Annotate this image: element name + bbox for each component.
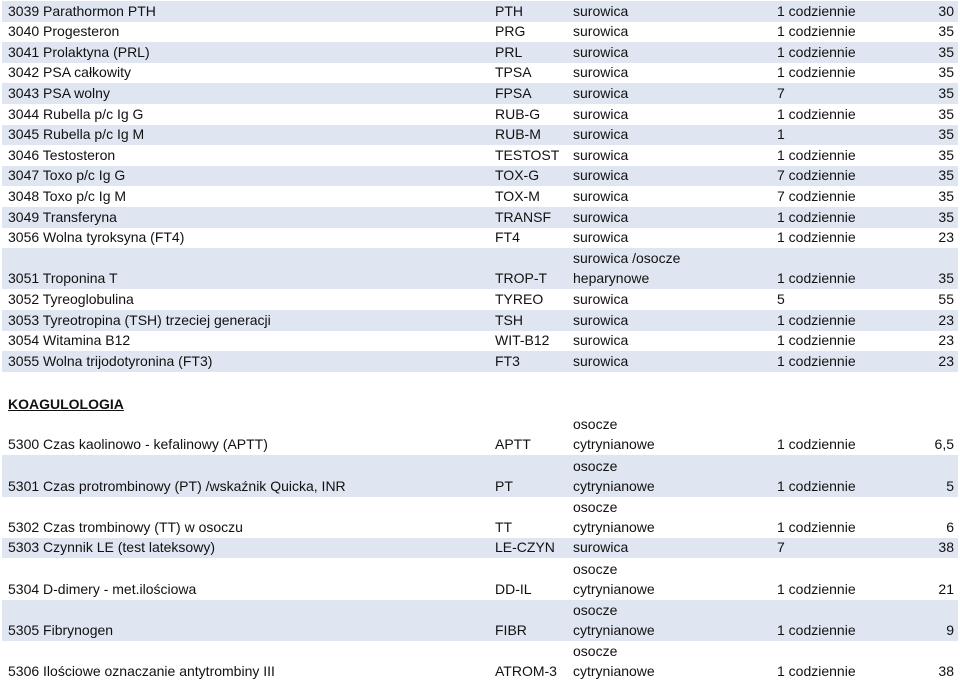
material-line: heparynowe [573, 270, 650, 287]
material-line: osocze [573, 498, 618, 515]
price-cell: 21 [938, 580, 954, 597]
material-cell [573, 188, 628, 204]
material-cell [573, 209, 628, 225]
test-name-cell: 3045 Rubella p/c Ig M [8, 126, 145, 143]
material-cell [573, 229, 628, 245]
table-row [2, 186, 958, 207]
turnaround-cell: 1 codziennie [777, 518, 856, 535]
material-cell [573, 85, 628, 101]
price-cell: 9 [946, 622, 954, 639]
price-cell: 30 [938, 2, 954, 19]
price-cell: 38 [938, 663, 954, 680]
material-cell [573, 44, 628, 60]
test-name-cell: 3051 Troponina T [8, 270, 118, 287]
turnaround-cell: 1 codziennie [777, 436, 856, 453]
table-row [2, 414, 958, 455]
table-row [2, 145, 958, 166]
price-cell: 23 [938, 311, 954, 328]
table-row [2, 1, 958, 22]
section-title-koagulologia: KOAGULOLOGIA [8, 396, 124, 412]
turnaround-cell: 5 [777, 291, 785, 308]
test-code-cell: FPSA [495, 84, 532, 101]
price-cell: 35 [938, 105, 954, 122]
test-code-cell: FT3 [495, 352, 520, 369]
table-row [2, 310, 958, 331]
test-name-cell: 3049 Transferyna [8, 208, 117, 225]
test-code-cell: ATROM-3 [495, 663, 557, 680]
table-row [2, 63, 958, 84]
test-code-cell: RUB-M [495, 126, 541, 143]
table-row [2, 559, 958, 600]
table-row [2, 42, 958, 63]
test-code-cell: PRG [495, 23, 526, 40]
table-row [2, 331, 958, 352]
test-code-cell: WIT-B12 [495, 332, 550, 349]
test-name-cell: 5302 Czas trombinowy (TT) w osoczu [8, 518, 243, 535]
test-name-cell: 5301 Czas protrombinowy (PT) /wskaźnik Quicka, INR [8, 477, 346, 494]
table-row [2, 125, 958, 146]
material-cell [573, 456, 655, 496]
material-line: surowica [573, 291, 629, 308]
test-name-cell: 5306 Ilościowe oznaczanie antytrombiny III [8, 663, 275, 680]
test-name-cell: 3048 Toxo p/c Ig M [8, 187, 127, 204]
turnaround-cell: 7 codziennie [777, 187, 856, 204]
material-line: surowica [573, 64, 629, 81]
test-code-cell: TOX-M [495, 187, 540, 204]
material-line: cytrynianowe [573, 663, 655, 680]
test-name-cell: 5305 Fibrynogen [8, 622, 114, 639]
table-row [2, 104, 958, 125]
table-row [2, 248, 958, 289]
turnaround-cell: 1 codziennie [777, 477, 856, 494]
material-line: surowica [573, 539, 629, 556]
turnaround-cell: 1 codziennie [777, 43, 856, 60]
test-code-cell: FT4 [495, 229, 520, 246]
material-line: surowica [573, 43, 629, 60]
test-code-cell: TESTOST [495, 146, 560, 163]
material-line: surowica [573, 352, 629, 369]
test-code-cell: DD-IL [495, 580, 532, 597]
table-row [2, 290, 958, 311]
material-line: osocze [573, 602, 618, 619]
material-line: surowica [573, 229, 629, 246]
test-name-cell: 3046 Testosteron [8, 146, 116, 163]
price-cell: 23 [938, 332, 954, 349]
price-cell: 6,5 [934, 436, 954, 453]
material-cell [573, 414, 655, 454]
material-cell [573, 64, 628, 80]
material-cell [573, 497, 655, 537]
turnaround-cell: 1 codziennie [777, 332, 856, 349]
material-line: surowica [573, 167, 629, 184]
material-cell [573, 641, 655, 681]
test-name-cell: 3053 Tyreotropina (TSH) trzeciej generacji [8, 311, 271, 328]
price-cell: 35 [938, 126, 954, 143]
test-code-cell: TOX-G [495, 167, 540, 184]
turnaround-cell: 7 [777, 84, 785, 101]
test-name-cell: 5304 D-dimery - met.ilościowa [8, 580, 197, 597]
test-name-cell: 3056 Wolna tyroksyna (FT4) [8, 229, 185, 246]
material-line: surowica [573, 105, 629, 122]
material-line: surowica [573, 146, 629, 163]
turnaround-cell: 7 [777, 539, 785, 556]
material-line: osocze [573, 457, 618, 474]
turnaround-cell: 1 codziennie [777, 2, 856, 19]
material-cell [573, 167, 628, 183]
material-line: osocze [573, 416, 618, 433]
price-cell: 35 [938, 64, 954, 81]
price-cell: 6 [946, 518, 954, 535]
material-line: surowica [573, 23, 629, 40]
test-code-cell: TYREO [495, 291, 544, 308]
test-code-cell: PRL [495, 43, 523, 60]
price-cell: 35 [938, 43, 954, 60]
table-row [2, 207, 958, 228]
table-row [2, 455, 958, 496]
test-name-cell: 3047 Toxo p/c Ig G [8, 167, 126, 184]
price-cell: 35 [938, 23, 954, 40]
material-cell [573, 106, 628, 122]
material-cell [573, 291, 628, 307]
test-name-cell: 3052 Tyreoglobulina [8, 291, 134, 308]
table-row [2, 538, 958, 559]
test-name-cell: 5303 Czynnik LE (test lateksowy) [8, 539, 215, 556]
material-line: cytrynianowe [573, 477, 655, 494]
table-row [2, 351, 958, 372]
material-cell [573, 126, 628, 142]
test-code-cell: FIBR [495, 622, 527, 639]
turnaround-cell: 1 codziennie [777, 23, 856, 40]
material-cell [573, 23, 628, 39]
material-line: osocze [573, 560, 618, 577]
turnaround-cell: 7 codziennie [777, 167, 856, 184]
table-row [2, 641, 958, 682]
material-line: cytrynianowe [573, 622, 655, 639]
turnaround-cell: 1 codziennie [777, 580, 856, 597]
table-row [2, 83, 958, 104]
price-cell: 35 [938, 84, 954, 101]
material-cell [573, 312, 628, 328]
test-code-cell: TT [495, 518, 513, 535]
material-cell [573, 559, 655, 599]
test-name-cell: 3055 Wolna trijodotyronina (FT3) [8, 352, 213, 369]
material-cell [573, 248, 680, 288]
turnaround-cell: 1 codziennie [777, 105, 856, 122]
test-name-cell: 3054 Witamina B12 [8, 332, 131, 349]
material-line: surowica [573, 84, 629, 101]
material-line: osocze [573, 643, 618, 660]
turnaround-cell: 1 codziennie [777, 208, 856, 225]
material-line: surowica /osocze [573, 250, 681, 267]
material-cell [573, 353, 628, 369]
material-cell [573, 332, 628, 348]
price-cell: 35 [938, 270, 954, 287]
turnaround-cell: 1 codziennie [777, 622, 856, 639]
material-line: surowica [573, 126, 629, 143]
material-line: surowica [573, 187, 629, 204]
material-line: cytrynianowe [573, 436, 655, 453]
test-code-cell: PT [495, 477, 513, 494]
test-name-cell: 5300 Czas kaolinowo - kefalinowy (APTT) [8, 436, 268, 453]
table-row [2, 600, 958, 641]
material-cell [573, 600, 655, 640]
table-row [2, 166, 958, 187]
test-name-cell: 3044 Rubella p/c Ig G [8, 105, 144, 122]
test-code-cell: PTH [495, 2, 523, 19]
price-cell: 55 [938, 291, 954, 308]
turnaround-cell: 1 codziennie [777, 663, 856, 680]
material-line: surowica [573, 332, 629, 349]
test-code-cell: TROP-T [495, 270, 548, 287]
test-name-cell: 3042 PSA całkowity [8, 64, 131, 81]
material-cell [573, 539, 628, 555]
test-code-cell: APTT [495, 436, 531, 453]
material-cell [573, 147, 628, 163]
test-name-cell: 3039 Parathormon PTH [8, 2, 156, 19]
test-code-cell: TSH [495, 311, 523, 328]
turnaround-cell: 1 codziennie [777, 270, 856, 287]
price-cell: 35 [938, 187, 954, 204]
price-cell: 5 [946, 477, 954, 494]
price-cell: 35 [938, 146, 954, 163]
material-line: cytrynianowe [573, 518, 655, 535]
material-line: surowica [573, 311, 629, 328]
turnaround-cell: 1 codziennie [777, 352, 856, 369]
price-cell: 35 [938, 167, 954, 184]
test-code-cell: TPSA [495, 64, 532, 81]
test-code-cell: RUB-G [495, 105, 541, 122]
table-row [2, 228, 958, 249]
material-line: surowica [573, 2, 629, 19]
material-line: cytrynianowe [573, 580, 655, 597]
material-cell [573, 3, 628, 19]
turnaround-cell: 1 codziennie [777, 64, 856, 81]
test-name-cell: 3040 Progesteron [8, 23, 120, 40]
test-code-cell: TRANSF [495, 208, 551, 225]
turnaround-cell: 1 [777, 126, 785, 143]
test-name-cell: 3041 Prolaktyna (PRL) [8, 43, 150, 60]
material-line: surowica [573, 208, 629, 225]
price-cell: 35 [938, 208, 954, 225]
turnaround-cell: 1 codziennie [777, 311, 856, 328]
price-cell: 38 [938, 539, 954, 556]
turnaround-cell: 1 codziennie [777, 229, 856, 246]
table-row [2, 22, 958, 43]
test-code-cell: LE-CZYN [495, 539, 555, 556]
test-name-cell: 3043 PSA wolny [8, 84, 110, 101]
turnaround-cell: 1 codziennie [777, 146, 856, 163]
price-cell: 23 [938, 352, 954, 369]
table-row [2, 497, 958, 538]
price-cell: 23 [938, 229, 954, 246]
